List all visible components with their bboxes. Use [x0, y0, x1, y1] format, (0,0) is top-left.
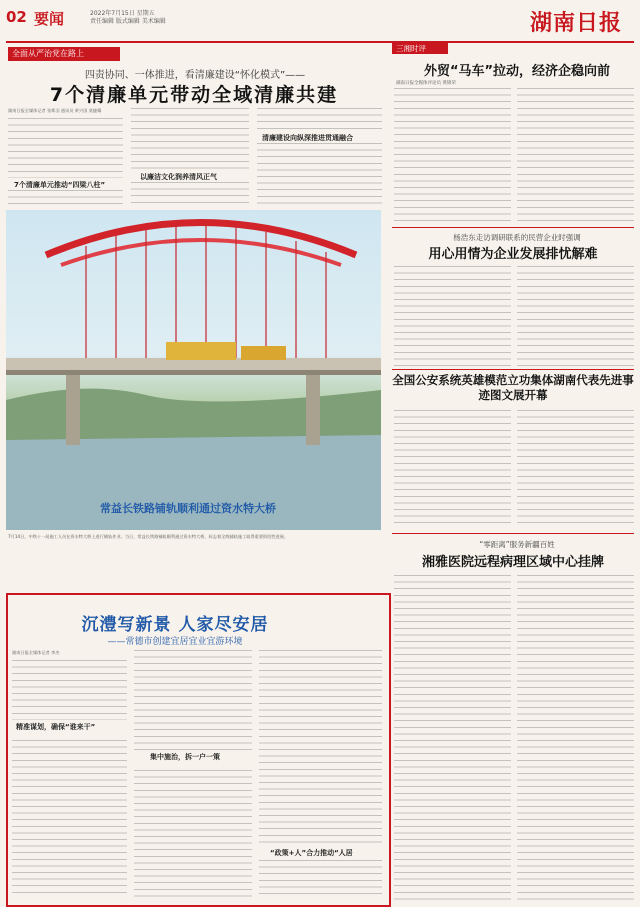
article2-subtitle: 杨浩东走访调研联系的民营企业时强调 — [453, 233, 581, 242]
divider — [392, 227, 634, 228]
lead-headline: 7个清廉单元带动全域清廉共建 — [49, 84, 339, 106]
newspaper-logo: 湖南日报 — [530, 10, 623, 36]
kicker-label: 全面从严治党在路上 — [12, 49, 84, 58]
subhead: “政策+人”合力推动“人居 — [270, 849, 353, 857]
article3-headline: 全国公安系统英雄模范立功集体湖南代表先进事迹图文展开幕 — [392, 373, 634, 402]
body-column — [394, 575, 511, 900]
body-column — [517, 410, 634, 528]
subhead: 清廉建设向纵深推进贯通融合 — [262, 134, 353, 142]
feature-subtitle: ——常德市创建宜居宜业宜游环境 — [107, 637, 243, 647]
body-column — [517, 575, 634, 900]
body-column — [257, 143, 382, 208]
divider — [392, 369, 634, 370]
body-column — [517, 88, 634, 223]
article4-subtitle: “零距离”服务新疆百姓 — [479, 540, 555, 549]
subhead: 以廉洁文化润养清风正气 — [140, 173, 217, 181]
body-column — [12, 740, 127, 898]
bridge-photo — [6, 210, 381, 530]
body-column — [131, 182, 249, 208]
body-column — [394, 266, 511, 366]
body-column — [8, 190, 123, 208]
feature-headline: 沉澧写新景 人家尽安居 — [81, 615, 269, 635]
article1-headline: 外贸“马车”拉动，经济企稳向前 — [423, 64, 611, 79]
subhead: 集中施治，拆一户一策 — [150, 753, 220, 761]
lead-byline: 湖南日报全媒体记者 张斯羽 通讯员 黄兴国 莫捷耀 — [8, 108, 102, 113]
body-column — [131, 108, 249, 170]
body-column — [257, 108, 382, 132]
body-column — [517, 266, 634, 366]
section-title: 要闻 — [34, 10, 65, 28]
photo-caption: 7月14日，中铁十一局施工人员在资水特大桥上进行铺轨作业。当日，常益长铁路铺轨顺利通过资水特大桥，标志着全线铺轨施工取得重要阶段性进展。 — [8, 534, 289, 539]
divider — [392, 533, 634, 534]
photo-headline: 常益长铁路铺轨顺利通过资水特大桥 — [100, 502, 276, 515]
header-meta: 2022年7月15日 星期五 责任编辑 版式编辑 美术编辑 — [90, 10, 166, 25]
article4-headline: 湘雅医院远程病理区域中心挂牌 — [421, 555, 604, 570]
subhead: 7个清廉单元推动“四梁八柱” — [14, 181, 106, 189]
feature-byline: 湖南日报全媒体记者 李杰 — [12, 650, 60, 655]
body-column — [259, 650, 382, 845]
lead-subtitle: 四责协同、一体推进，看清廉建设“怀化模式”—— — [84, 70, 306, 81]
body-column — [394, 410, 511, 528]
subhead: 精准谋划，确保“谁来干” — [16, 723, 96, 731]
body-column — [12, 660, 127, 720]
page-number: 02 — [6, 8, 27, 26]
body-column — [134, 770, 252, 898]
body-column — [259, 860, 382, 898]
commentary-label: 三湘时评 — [396, 44, 426, 53]
body-column — [134, 650, 252, 750]
bridge-illustration — [6, 210, 381, 530]
body-column — [394, 88, 511, 223]
article1-byline: 湖南日报全媒体评论员 黄锦荣 — [396, 81, 456, 86]
body-column — [8, 118, 123, 178]
article2-headline: 用心用情为企业发展排忧解难 — [428, 247, 598, 262]
